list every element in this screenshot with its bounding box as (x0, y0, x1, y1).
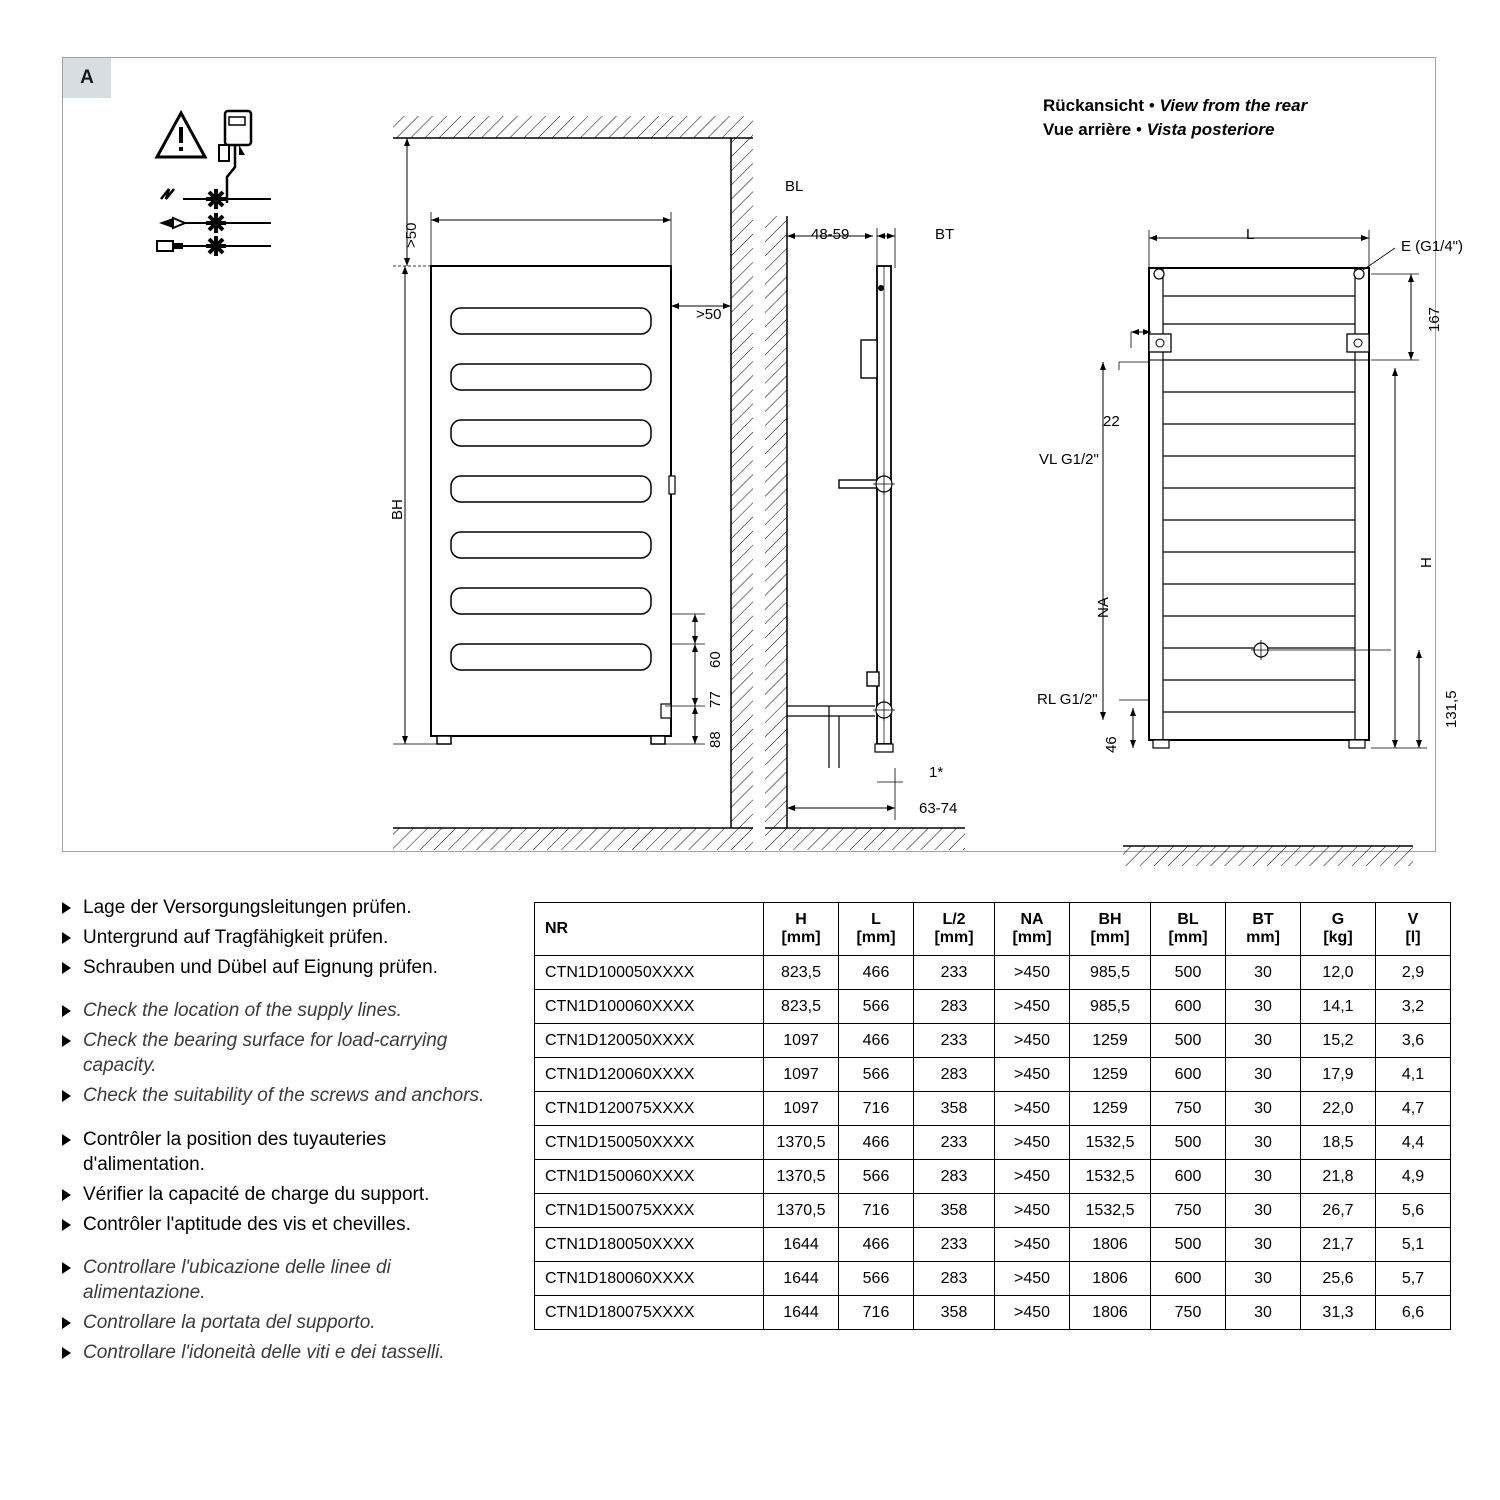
table-cell-h: 1370,5 (764, 1160, 839, 1194)
table-cell-h: 1097 (764, 1092, 839, 1126)
note-item (62, 1212, 512, 1237)
table-cell-l: 466 (839, 1126, 914, 1160)
table-row (535, 1228, 1451, 1262)
table-row (535, 990, 1451, 1024)
table-cell-g: 22,0 (1301, 1092, 1376, 1126)
table-cell-g: 14,1 (1301, 990, 1376, 1024)
triangle-bullet-icon (62, 1317, 71, 1329)
note-item (62, 1255, 512, 1305)
table-cell-g: 25,6 (1301, 1262, 1376, 1296)
table-cell-bt: 30 (1226, 1058, 1301, 1092)
dim-depth-label: 63-74 (919, 800, 958, 817)
table-cell-nr: CTN1D180060XXXX (535, 1262, 764, 1296)
dim-bh-label: BH (389, 499, 406, 520)
notes-en (62, 998, 512, 1108)
table-header-cell: BT mm] (1226, 903, 1301, 956)
notes-fr (62, 1127, 512, 1237)
note-item (62, 1127, 512, 1177)
table-row (535, 1262, 1451, 1296)
table-cell-v: 4,1 (1376, 1058, 1451, 1092)
table-cell-bh: 985,5 (1070, 956, 1151, 990)
table-cell-bt: 30 (1226, 956, 1301, 990)
drill-icon (219, 111, 251, 203)
dim-l-label: L (1246, 226, 1255, 243)
table-header-cell: BL [mm] (1151, 903, 1226, 956)
rear-view-title-de-en: Rückansicht • View from the rear (1043, 96, 1308, 115)
table-cell-nr: CTN1D120060XXXX (535, 1058, 764, 1092)
note-item (62, 1310, 512, 1335)
table-cell-nr: CTN1D100060XXXX (535, 990, 764, 1024)
triangle-bullet-icon (62, 1347, 71, 1359)
table-cell-h: 1370,5 (764, 1194, 839, 1228)
triangle-bullet-icon (62, 1219, 71, 1231)
note-item (62, 1340, 512, 1365)
table-cell-h: 823,5 (764, 956, 839, 990)
note-item (62, 955, 512, 980)
table-header-row (535, 903, 1451, 956)
table-cell-na: >450 (995, 956, 1070, 990)
table-cell-v: 5,6 (1376, 1194, 1451, 1228)
table-cell-l2: 283 (914, 990, 995, 1024)
table-cell-na: >450 (995, 1296, 1070, 1330)
gas-line-icon (159, 213, 271, 233)
table-cell-l2: 358 (914, 1296, 995, 1330)
note-item (62, 895, 512, 920)
table-cell-bh: 1259 (1070, 1058, 1151, 1092)
notes-it (62, 1255, 512, 1365)
dim-h-label: H (1418, 557, 1435, 568)
table-row (535, 1092, 1451, 1126)
triangle-bullet-icon (62, 1005, 71, 1017)
table-cell-h: 1097 (764, 1058, 839, 1092)
rear-view-title-fr-it: Vue arrière • Vista posteriore (1043, 120, 1275, 139)
instruction-notes (62, 895, 512, 1383)
table-cell-bl: 750 (1151, 1194, 1226, 1228)
side-view-drawing (743, 108, 983, 848)
table-cell-v: 4,4 (1376, 1126, 1451, 1160)
dim-131-5-label: 131,5 (1443, 690, 1460, 728)
dim-one-star-label: 1* (929, 764, 944, 781)
table-cell-l2: 358 (914, 1092, 995, 1126)
table-cell-g: 18,5 (1301, 1126, 1376, 1160)
table-cell-na: >450 (995, 1024, 1070, 1058)
table-cell-l: 466 (839, 1228, 914, 1262)
table-row (535, 1194, 1451, 1228)
note-text: Check the suitability of the screws and anchors. (83, 1085, 485, 1107)
triangle-bullet-icon (62, 1035, 71, 1047)
table-cell-bl: 600 (1151, 1160, 1226, 1194)
note-text: Controllare la portata del supporto. (83, 1312, 376, 1334)
table-cell-bl: 750 (1151, 1296, 1226, 1330)
table-cell-v: 3,6 (1376, 1024, 1451, 1058)
front-view-drawing (313, 108, 733, 848)
panel-badge: A (63, 58, 111, 98)
table-cell-v: 4,9 (1376, 1160, 1451, 1194)
table-cell-h: 1644 (764, 1228, 839, 1262)
table-cell-g: 26,7 (1301, 1194, 1376, 1228)
note-text: Contrôler la position des tuyauteries d'alimentation. (83, 1128, 387, 1175)
table-cell-bh: 1532,5 (1070, 1160, 1151, 1194)
table-cell-v: 5,7 (1376, 1262, 1451, 1296)
note-text: Lage der Versorgungsleitungen prüfen. (83, 897, 412, 918)
table-cell-l2: 283 (914, 1262, 995, 1296)
notes-de (62, 895, 512, 980)
triangle-bullet-icon (62, 1189, 71, 1201)
table-cell-l: 566 (839, 1262, 914, 1296)
table-cell-h: 1644 (764, 1262, 839, 1296)
table-cell-l: 466 (839, 956, 914, 990)
table-cell-h: 823,5 (764, 990, 839, 1024)
table-cell-v: 5,1 (1376, 1228, 1451, 1262)
table-header-cell: L [mm] (839, 903, 914, 956)
table-cell-nr: CTN1D150075XXXX (535, 1194, 764, 1228)
table-cell-l: 566 (839, 1160, 914, 1194)
table-cell-bt: 30 (1226, 1160, 1301, 1194)
table-cell-bl: 500 (1151, 956, 1226, 990)
table-cell-v: 2,9 (1376, 956, 1451, 990)
triangle-bullet-icon (62, 932, 71, 944)
table-cell-bh: 1532,5 (1070, 1126, 1151, 1160)
installation-diagram-panel (62, 57, 1464, 852)
table-cell-bt: 30 (1226, 990, 1301, 1024)
table-cell-bt: 30 (1226, 1262, 1301, 1296)
table-row (535, 1296, 1451, 1330)
table-cell-bl: 500 (1151, 1024, 1226, 1058)
note-text: Check the bearing surface for load-carrying capacity. (83, 1030, 448, 1077)
table-cell-na: >450 (995, 1228, 1070, 1262)
table-row (535, 1126, 1451, 1160)
table-cell-l: 566 (839, 990, 914, 1024)
table-cell-l: 466 (839, 1024, 914, 1058)
table-cell-na: >450 (995, 1058, 1070, 1092)
table-cell-nr: CTN1D150060XXXX (535, 1160, 764, 1194)
table-cell-g: 21,7 (1301, 1228, 1376, 1262)
note-item (62, 998, 512, 1023)
dim-bl-label: BL (785, 178, 804, 195)
table-cell-nr: CTN1D120050XXXX (535, 1024, 764, 1058)
table-cell-v: 3,2 (1376, 990, 1451, 1024)
dim-77-label: 77 (707, 691, 724, 708)
warning-triangle-icon (157, 113, 205, 157)
table-cell-bl: 600 (1151, 1058, 1226, 1092)
table-cell-l2: 233 (914, 1024, 995, 1058)
table-cell-g: 12,0 (1301, 956, 1376, 990)
table-row (535, 1160, 1451, 1194)
table-cell-nr: CTN1D180075XXXX (535, 1296, 764, 1330)
note-item (62, 1182, 512, 1207)
table-cell-nr: CTN1D150050XXXX (535, 1126, 764, 1160)
table-cell-bh: 1806 (1070, 1262, 1151, 1296)
note-text: Schrauben und Dübel auf Eignung prüfen. (83, 957, 438, 979)
table-cell-na: >450 (995, 1262, 1070, 1296)
specification-table (534, 902, 1451, 1330)
table-cell-bl: 500 (1151, 1228, 1226, 1262)
dim-46-label: 46 (1103, 736, 1120, 753)
table-cell-na: >450 (995, 1126, 1070, 1160)
table-cell-bh: 1259 (1070, 1092, 1151, 1126)
table-cell-na: >450 (995, 1194, 1070, 1228)
table-header-cell: NR (535, 903, 764, 956)
water-line-icon (157, 236, 271, 256)
note-text: Contrôler l'aptitude des vis et chevilles. (83, 1213, 411, 1235)
table-cell-g: 17,9 (1301, 1058, 1376, 1092)
table-row (535, 1024, 1451, 1058)
table-header-cell: L/2 [mm] (914, 903, 995, 956)
table-cell-bt: 30 (1226, 1092, 1301, 1126)
table-header-cell: H [mm] (764, 903, 839, 956)
table-cell-l2: 283 (914, 1160, 995, 1194)
table-cell-bt: 30 (1226, 1126, 1301, 1160)
table-cell-l: 716 (839, 1296, 914, 1330)
table-cell-g: 15,2 (1301, 1024, 1376, 1058)
table-cell-bh: 1259 (1070, 1024, 1151, 1058)
table-header-cell: BH [mm] (1070, 903, 1151, 956)
dim-60-label: 60 (707, 651, 724, 668)
dim-88-label: 88 (707, 731, 724, 748)
note-text: Untergrund auf Tragfähigkeit prüfen. (83, 927, 389, 949)
dim-e-thread-label: E (G1/4") (1401, 238, 1464, 255)
table-cell-nr: CTN1D120075XXXX (535, 1092, 764, 1126)
table-header-cell: G [kg] (1301, 903, 1376, 956)
table-row (535, 956, 1451, 990)
table-cell-na: >450 (995, 1160, 1070, 1194)
table-cell-bl: 500 (1151, 1126, 1226, 1160)
table-cell-g: 31,3 (1301, 1296, 1376, 1330)
table-cell-bl: 600 (1151, 990, 1226, 1024)
table-cell-l: 716 (839, 1194, 914, 1228)
note-text: Controllare l'idoneità delle viti e dei tasselli. (83, 1342, 445, 1364)
table-cell-h: 1097 (764, 1024, 839, 1058)
note-item (62, 1083, 512, 1108)
table-cell-v: 4,7 (1376, 1092, 1451, 1126)
dim-wall-offset-label: 48-59 (811, 226, 850, 243)
triangle-bullet-icon (62, 1262, 71, 1274)
table-cell-bh: 1532,5 (1070, 1194, 1151, 1228)
dim-bt-label: BT (935, 226, 955, 243)
table-cell-h: 1370,5 (764, 1126, 839, 1160)
table-cell-v: 6,6 (1376, 1296, 1451, 1330)
dim-167-label: 167 (1426, 306, 1443, 332)
table-cell-l2: 358 (914, 1194, 995, 1228)
table-cell-bt: 30 (1226, 1228, 1301, 1262)
dim-rl-label: RL G1/2" (1037, 691, 1098, 708)
note-text: Vérifier la capacité de charge du support. (83, 1183, 430, 1205)
note-text: Check the location of the supply lines. (83, 1000, 402, 1022)
table-cell-l: 716 (839, 1092, 914, 1126)
triangle-bullet-icon (62, 962, 71, 974)
triangle-bullet-icon (62, 1134, 71, 1146)
electric-line-icon (161, 189, 271, 209)
table-cell-bh: 985,5 (1070, 990, 1151, 1024)
table-row (535, 1058, 1451, 1092)
table-cell-l: 566 (839, 1058, 914, 1092)
dim-vl-label: VL G1/2" (1039, 451, 1099, 468)
table-cell-h: 1644 (764, 1296, 839, 1330)
table-header-cell: NA [mm] (995, 903, 1070, 956)
table-cell-nr: CTN1D180050XXXX (535, 1228, 764, 1262)
rear-view-drawing (1023, 148, 1443, 848)
note-item (62, 1028, 512, 1078)
table-cell-g: 21,8 (1301, 1160, 1376, 1194)
table-cell-na: >450 (995, 1092, 1070, 1126)
table-cell-l2: 283 (914, 1058, 995, 1092)
table-cell-bh: 1806 (1070, 1228, 1151, 1262)
table-cell-bt: 30 (1226, 1194, 1301, 1228)
dim-gap-side-label: >50 (696, 306, 722, 323)
table-cell-bh: 1806 (1070, 1296, 1151, 1330)
note-item (62, 925, 512, 950)
table-cell-nr: CTN1D100050XXXX (535, 956, 764, 990)
table-cell-bl: 600 (1151, 1262, 1226, 1296)
table-header-cell: V [l] (1376, 903, 1451, 956)
dim-na-label: NA (1095, 597, 1112, 618)
table-cell-l2: 233 (914, 1228, 995, 1262)
triangle-bullet-icon (62, 902, 71, 914)
table-cell-bt: 30 (1226, 1296, 1301, 1330)
note-text: Controllare l'ubicazione delle linee di alimentazione. (83, 1256, 391, 1303)
dim-gap-top-label: >50 (403, 222, 420, 248)
triangle-bullet-icon (62, 1090, 71, 1102)
table-cell-bl: 750 (1151, 1092, 1226, 1126)
dim-22-label: 22 (1103, 413, 1120, 430)
table-cell-l2: 233 (914, 956, 995, 990)
table-cell-na: >450 (995, 990, 1070, 1024)
table-cell-bt: 30 (1226, 1024, 1301, 1058)
table-cell-l2: 233 (914, 1126, 995, 1160)
